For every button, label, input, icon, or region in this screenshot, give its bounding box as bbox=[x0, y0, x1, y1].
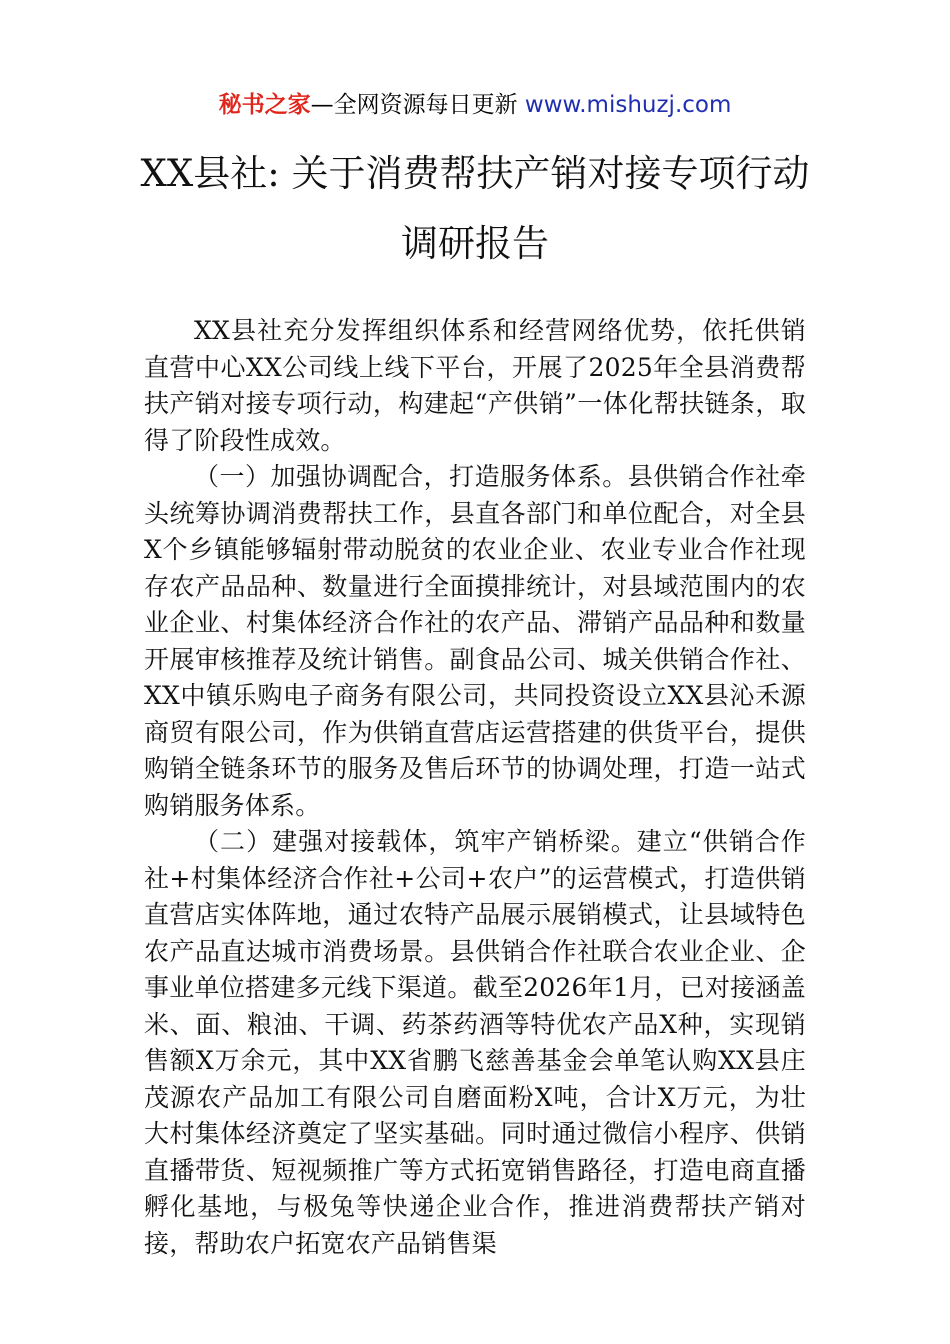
banner-brand: 秘书之家 bbox=[218, 92, 311, 118]
body-paragraph-section-2: （二）建强对接载体，筑牢产销桥梁。建立“供销合作社+村集体经济合作社+公司+农户”的运营模式，打造供销直营店实体阵地，通过农特产品展示展销模式，让县域特色农产品直达城市消费场景。县供销合作社联合农业企业、企事业单位搭建多元线下渠道。截至2026年1月，已对接涵盖米、面、粮油、干调、药茶药酒等特优农产品X种，实现销售额X万余元，其中XX省鹏飞慈善基金会单笔认购XX县庄茂源农产品加工有限公司自磨面粉X吨，合计X万元，为壮大村集体经济奠定了坚实基础。同时通过微信小程序、供销直播带货、短视频推广等方式拓宽销售路径，打造电商直播孵化基地，与极兔等快递企业合作，推进消费帮扶产销对接，帮助农户拓宽农产品销售渠 bbox=[144, 827, 806, 1258]
document-title-line-2: 调研报告 bbox=[401, 222, 549, 265]
document-title-line-1: XX县社: 关于消费帮扶产销对接专项行动 bbox=[140, 152, 810, 195]
banner-url-link[interactable]: www.mishuzj.com bbox=[524, 92, 732, 118]
body-paragraph-section-1: （一）加强协调配合，打造服务体系。县供销合作社牵头统筹协调消费帮扶工作，县直各部门和单位配合，对全县X个乡镇能够辐射带动脱贫的农业企业、农业专业合作社现存农产品品种、数量进行全面摸排统计，对县域范围内的农业企业、村集体经济合作社的农产品、滞销产品品种和数量开展审核推荐及统计销售。副食品公司、城关供销合作社、XX中镇乐购电子商务有限公司，共同投资设立XX县沁禾源商贸有限公司，作为供销直营店运营搭建的供货平台，提供购销全链条环节的服务及售后环节的协调处理，打造一站式购销服务体系。 bbox=[144, 462, 806, 820]
document-body bbox=[144, 313, 806, 1262]
banner-tagline: —全网资源每日更新 bbox=[310, 92, 525, 118]
body-paragraph-intro: XX县社充分发挥组织体系和经营网络优势，依托供销直营中心XX公司线上线下平台，开展了2025年全县消费帮扶产销对接专项行动，构建起“产供销”一体化帮扶链条，取得了阶段性成效。 bbox=[144, 316, 806, 455]
site-banner bbox=[0, 88, 950, 122]
